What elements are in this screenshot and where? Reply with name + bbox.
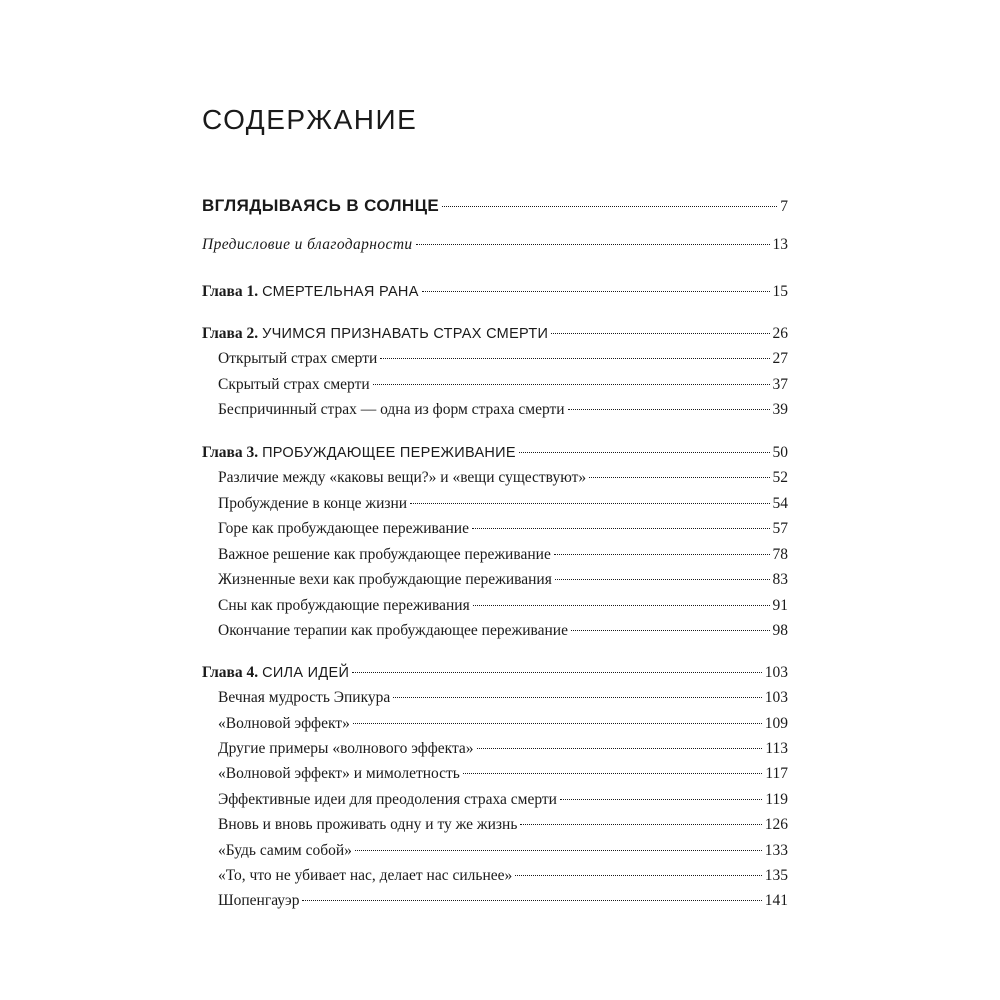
toc-entry-section — [218, 347, 788, 371]
toc-entry-section — [218, 839, 788, 863]
chapter-title: УЧИМСЯ ПРИЗНАВАТЬ СТРАХ СМЕРТИ — [262, 326, 549, 342]
toc-entry-label — [218, 712, 350, 736]
toc-entry-label — [218, 398, 565, 422]
dot-leader — [477, 748, 763, 749]
dot-leader — [551, 333, 769, 334]
dot-leader — [373, 384, 770, 385]
chapter-number: Глава 4. — [202, 664, 259, 681]
page-number: 26 — [772, 325, 788, 342]
toc-entry-section — [218, 712, 788, 736]
toc-entry-chapter — [202, 280, 788, 304]
toc-entry-label — [202, 441, 516, 465]
section-title: Сны как пробуждающие переживания — [218, 597, 470, 614]
page-number: 37 — [772, 376, 788, 393]
chapter-number: Глава 1. — [202, 283, 259, 300]
page-number: 141 — [764, 892, 788, 909]
toc-entry-label — [218, 788, 557, 812]
page-number: 78 — [772, 546, 788, 563]
toc-entry-section — [218, 788, 788, 812]
toc-entry-section — [218, 568, 788, 592]
section-title: «Волновой эффект» — [218, 715, 350, 732]
page-number: 39 — [772, 401, 788, 418]
toc-entry-section — [218, 466, 788, 490]
page-number: 126 — [764, 816, 788, 833]
dot-leader — [442, 206, 777, 207]
chapter-title: СМЕРТЕЛЬНАЯ РАНА — [262, 284, 419, 300]
toc-entry-section — [218, 373, 788, 397]
dot-leader — [416, 244, 770, 245]
page-number: 133 — [764, 842, 788, 859]
page-number: 50 — [772, 444, 788, 461]
toc-entry-label — [218, 543, 551, 567]
dot-leader — [410, 503, 769, 504]
toc-entry-section — [218, 737, 788, 761]
toc-title: СОДЕРЖАНИЕ — [202, 104, 418, 135]
section-title: Эффективные идеи для преодоления страха смерти — [218, 791, 557, 808]
chapter-number: Глава 2. — [202, 325, 259, 342]
toc-entry-label — [218, 517, 469, 541]
page-number: 109 — [764, 715, 788, 732]
dot-leader — [302, 900, 761, 901]
page-number: 135 — [764, 867, 788, 884]
page-number: 103 — [764, 689, 788, 706]
toc-entry-label — [218, 889, 299, 913]
page-number: 83 — [772, 571, 788, 588]
section-title: Различие между «каковы вещи?» и «вещи существуют» — [218, 469, 587, 486]
section-title: Окончание терапии как пробуждающее переживание — [218, 622, 568, 639]
page-number: 91 — [772, 597, 788, 614]
toc-entry-label — [202, 194, 439, 219]
toc-entry-part — [202, 194, 788, 218]
toc-entry-chapter — [202, 661, 788, 685]
toc-entry-label — [218, 762, 460, 786]
toc-entry-label — [218, 373, 370, 397]
section-title: Горе как пробуждающее переживание — [218, 520, 469, 537]
dot-leader — [571, 630, 770, 631]
dot-leader — [353, 723, 762, 724]
section-title: «То, что не убивает нас, делает нас сильнее» — [218, 867, 513, 884]
toc-entry-section — [218, 543, 788, 567]
toc-entry-section — [218, 864, 788, 888]
toc-entry-section — [218, 594, 788, 618]
section-title: Шопенгауэр — [218, 892, 300, 909]
section-title: Открытый страх смерти — [218, 350, 378, 367]
toc-entry-label — [218, 864, 512, 888]
section-title: «Волновой эффект» и мимолетность — [218, 765, 460, 782]
toc-entry-label — [218, 594, 470, 618]
page-number: 98 — [772, 622, 788, 639]
section-title: Скрытый страх смерти — [218, 376, 370, 393]
toc-entry-section — [218, 619, 788, 643]
page-number: 117 — [765, 765, 788, 782]
section-title: Другие примеры «волнового эффекта» — [218, 740, 474, 757]
preface-title: Предисловие и благодарности — [202, 236, 413, 253]
section-title: Беспричинный страх — одна из форм страха смерти — [218, 401, 565, 418]
dot-leader — [519, 452, 770, 453]
toc-entry-section — [218, 889, 788, 913]
page-number: 57 — [772, 520, 788, 537]
part-title: ВГЛЯДЫВАЯСЬ В СОЛНЦЕ — [202, 196, 440, 215]
dot-leader — [589, 477, 769, 478]
dot-leader — [355, 850, 762, 851]
dot-leader — [568, 409, 770, 410]
dot-leader — [560, 799, 762, 800]
chapter-title: СИЛА ИДЕЙ — [262, 665, 350, 681]
section-title: Важное решение как пробуждающее переживание — [218, 546, 551, 563]
toc-entry-label — [202, 322, 548, 346]
dot-leader — [422, 291, 770, 292]
toc-entry-label — [202, 233, 413, 257]
dot-leader — [393, 697, 761, 698]
toc-entry-label — [218, 686, 390, 710]
toc-entry-section — [218, 813, 788, 837]
dot-leader — [472, 528, 770, 529]
page-number: 7 — [780, 198, 788, 215]
page-number: 13 — [772, 236, 788, 253]
page-number: 52 — [772, 469, 788, 486]
toc-entry-label — [218, 619, 568, 643]
toc-entry-chapter — [202, 441, 788, 465]
dot-leader — [555, 579, 770, 580]
chapter-title: ПРОБУЖДАЮЩЕЕ ПЕРЕЖИВАНИЕ — [262, 445, 516, 461]
toc-entry-section — [218, 398, 788, 422]
toc-entry-label — [218, 568, 552, 592]
chapter-number: Глава 3. — [202, 444, 259, 461]
dot-leader — [463, 773, 762, 774]
toc-entry-label — [218, 839, 352, 863]
section-title: «Будь самим собой» — [218, 842, 352, 859]
toc-entry-label — [218, 492, 407, 516]
toc-entry-section — [218, 517, 788, 541]
toc-entry-label — [218, 347, 377, 371]
section-title: Жизненные вехи как пробуждающие переживания — [218, 571, 552, 588]
toc-entry-section — [218, 686, 788, 710]
page-number: 27 — [772, 350, 788, 367]
dot-leader — [380, 358, 769, 359]
dot-leader — [554, 554, 770, 555]
page-number: 103 — [764, 664, 788, 681]
dot-leader — [520, 824, 761, 825]
section-title: Вновь и вновь проживать одну и ту же жизнь — [218, 816, 518, 833]
page-number: 15 — [772, 283, 788, 300]
toc-entry-label — [218, 813, 517, 837]
toc-entry-section — [218, 762, 788, 786]
dot-leader — [352, 672, 762, 673]
toc-entry-label — [202, 661, 349, 685]
dot-leader — [473, 605, 770, 606]
dot-leader — [515, 875, 761, 876]
toc-entry-label — [218, 466, 586, 490]
toc-entry-preface — [202, 233, 788, 257]
toc-entry-section — [218, 492, 788, 516]
page-number: 54 — [772, 495, 788, 512]
toc-entry-label — [218, 737, 474, 761]
toc-entry-chapter — [202, 322, 788, 346]
page-number: 113 — [765, 740, 788, 757]
section-title: Вечная мудрость Эпикура — [218, 689, 391, 706]
page-number: 119 — [765, 791, 788, 808]
toc-entry-label — [202, 280, 419, 304]
section-title: Пробуждение в конце жизни — [218, 495, 408, 512]
